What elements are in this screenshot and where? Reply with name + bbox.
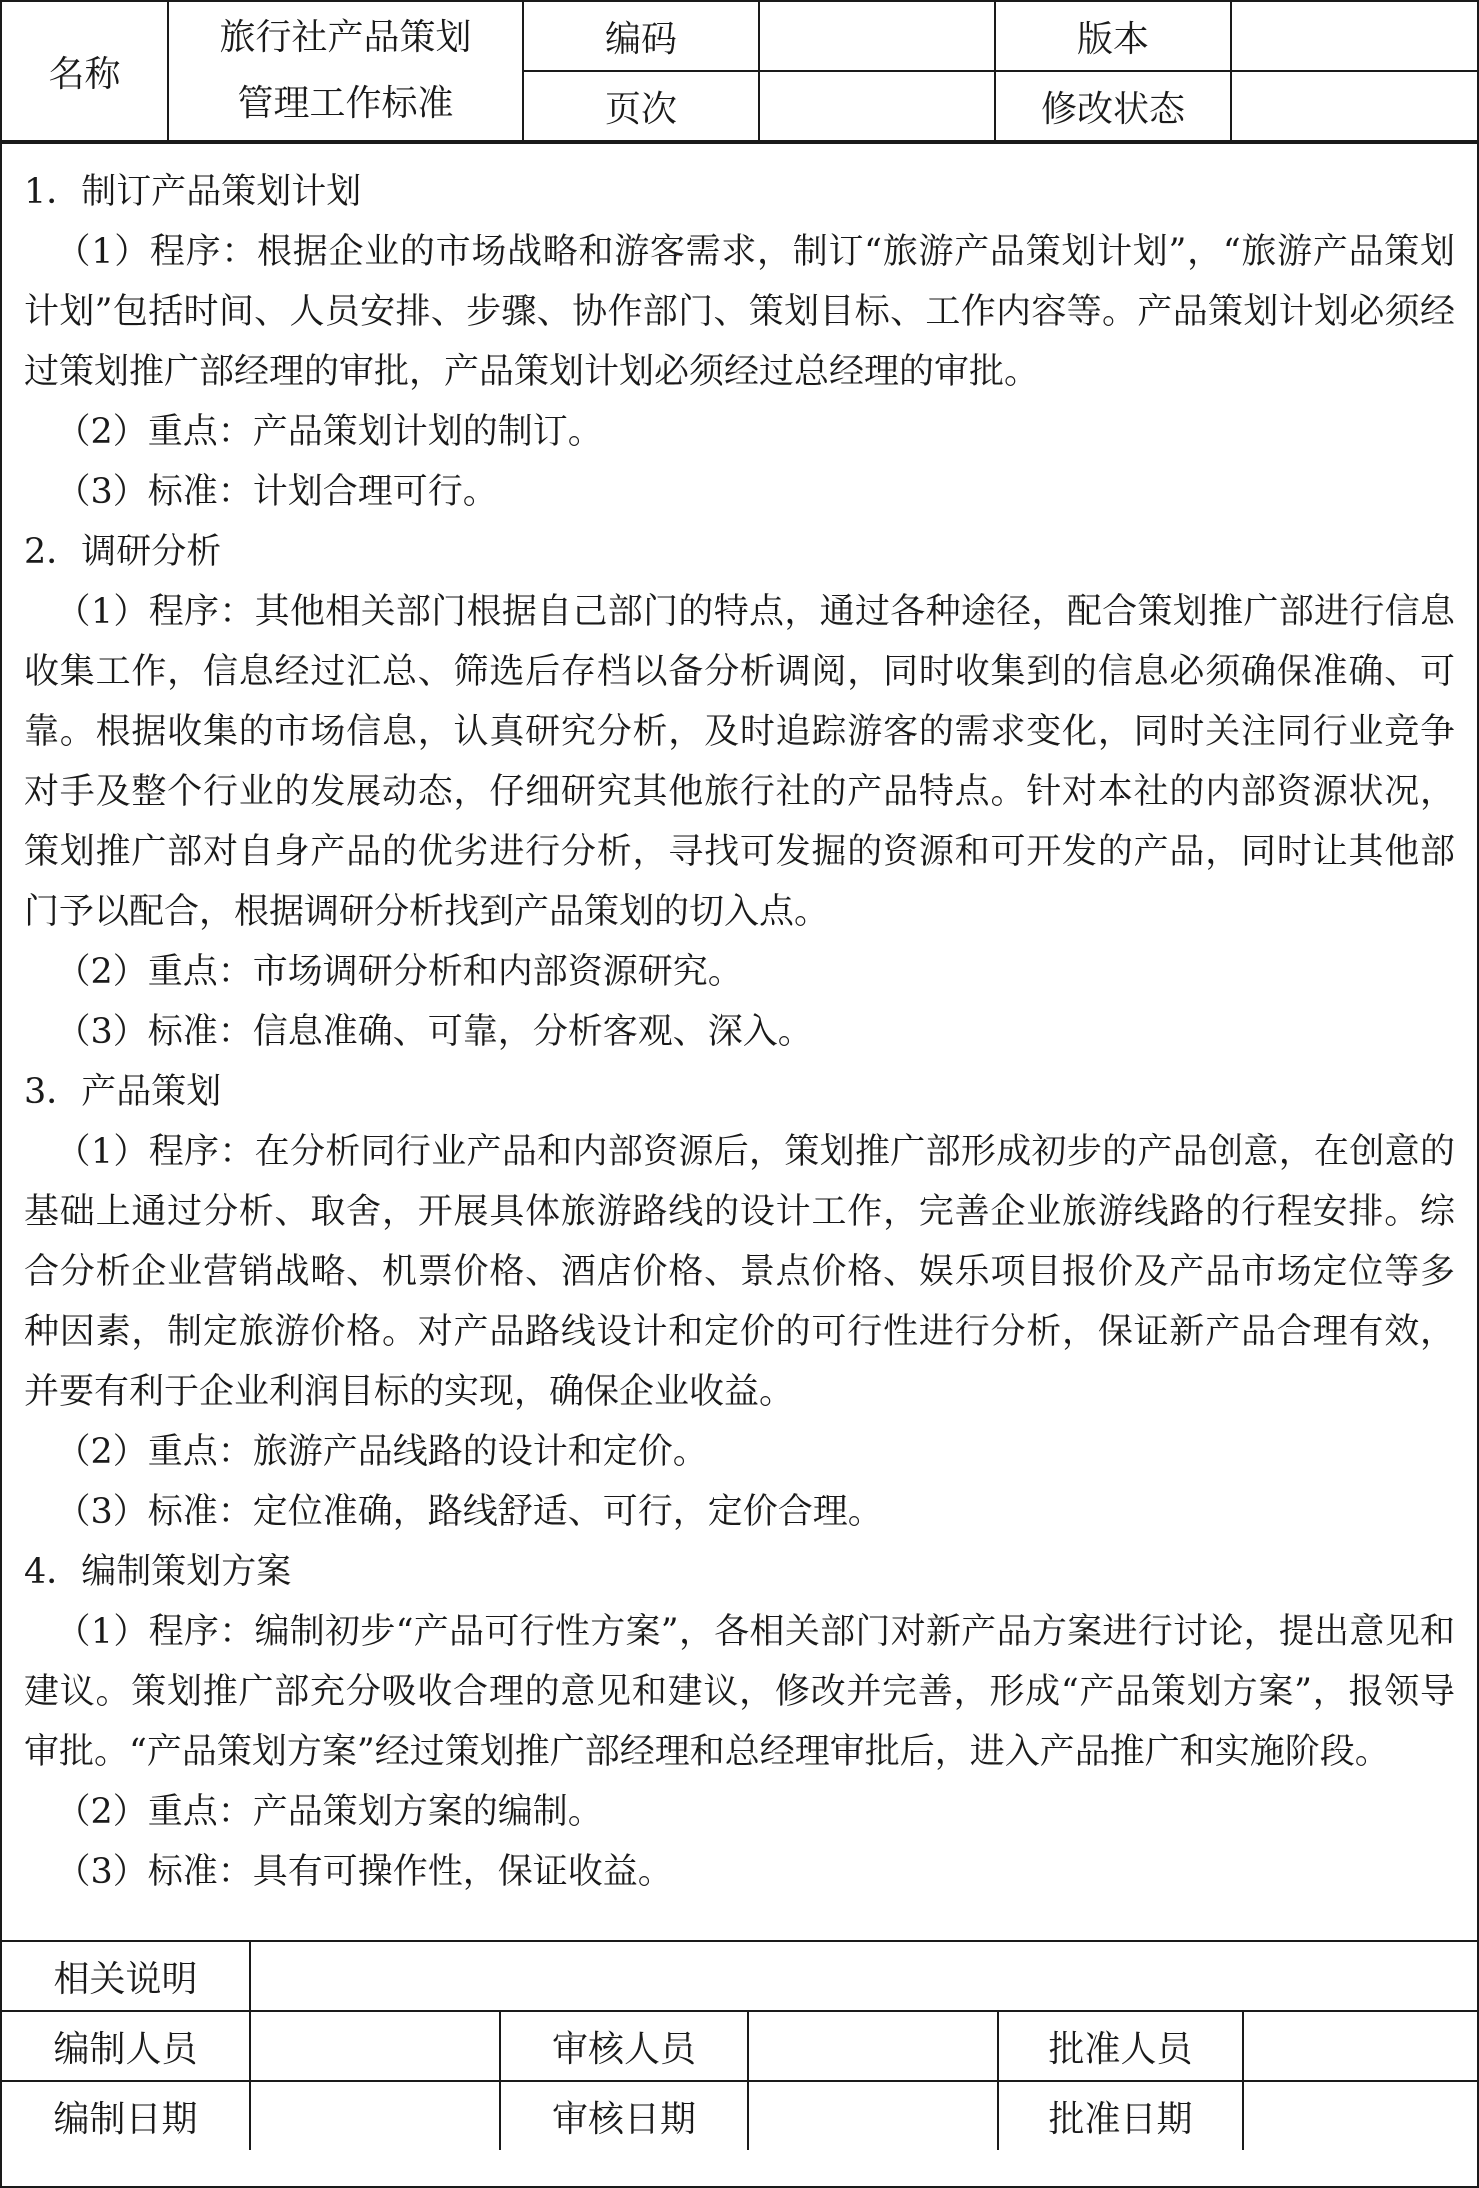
section-item: （2）重点：旅游产品线路的设计和定价。 xyxy=(55,1432,708,1472)
section-item: （3）标准：具有可操作性，保证收益。 xyxy=(55,1852,673,1892)
reviewer-label: 审核人员 xyxy=(500,2011,748,2081)
code-label: 编码 xyxy=(523,2,759,71)
header-table xyxy=(2,2,1477,142)
section-title: 3．产品策划 xyxy=(24,1072,222,1112)
version-label: 版本 xyxy=(995,2,1231,71)
approve-date-value xyxy=(1243,2081,1477,2150)
section-item: （2）重点：产品策划方案的编制。 xyxy=(55,1792,603,1832)
revision-value xyxy=(1231,71,1477,141)
footer-table xyxy=(2,1942,1477,2150)
content-body xyxy=(2,142,1477,1942)
page-value xyxy=(759,71,995,141)
section-title: 4．编制策划方案 xyxy=(24,1552,292,1592)
approver-label: 批准人员 xyxy=(998,2011,1243,2081)
notes-label: 相关说明 xyxy=(2,1942,250,2011)
version-value xyxy=(1231,2,1477,71)
section-item: （3）标准：计划合理可行。 xyxy=(55,472,498,512)
section-item: （3）标准：定位准确，路线舒适、可行，定价合理。 xyxy=(55,1492,883,1532)
section-item: （3）标准：信息准确、可靠，分析客观、深入。 xyxy=(55,1012,813,1052)
code-value xyxy=(759,2,995,71)
page-label: 页次 xyxy=(523,71,759,141)
review-date-value xyxy=(748,2081,998,2150)
prep-date-label: 编制日期 xyxy=(2,2081,250,2150)
section-title: 2．调研分析 xyxy=(24,532,222,572)
section-title: 1．制订产品策划计划 xyxy=(24,172,362,212)
document-title-line2: 管理工作标准 xyxy=(237,83,454,124)
approver-value xyxy=(1243,2011,1477,2081)
section-item: （2）重点：产品策划计划的制订。 xyxy=(55,412,603,452)
reviewer-value xyxy=(748,2011,998,2081)
review-date-label: 审核日期 xyxy=(500,2081,748,2150)
section-item: （1）程序：编制初步“产品可行性方案”，各相关部门对新产品方案进行讨论，提出意见和建议。策划推广部充分吸收合理的意见和建议，修改并完善，形成“产品策划方案”，报领导审批。“产品策划方案”经过策划推广部经理和总经理审批后，进入产品推广和实施阶段。 xyxy=(24,1612,1455,1772)
notes-value xyxy=(250,1942,1477,2011)
approve-date-label: 批准日期 xyxy=(998,2081,1243,2150)
name-label: 名称 xyxy=(2,2,168,141)
section-item: （1）程序：在分析同行业产品和内部资源后，策划推广部形成初步的产品创意，在创意的基础上通过分析、取舍，开展具体旅游路线的设计工作，完善企业旅游线路的行程安排。综合分析企业营销战略、机票价格、酒店价格、景点价格、娱乐项目报价及产品市场定位等多种因素，制定旅游价格。对产品路线设计和定价的可行性进行分析，保证新产品合理有效，并要有利于企业利润目标的实现，确保企业收益。 xyxy=(24,1132,1455,1412)
document-title xyxy=(168,2,523,141)
section-item: （2）重点：市场调研分析和内部资源研究。 xyxy=(55,952,743,992)
document-title-line1: 旅行社产品策划 xyxy=(219,17,472,58)
revision-label: 修改状态 xyxy=(995,71,1231,141)
prep-date-value xyxy=(250,2081,500,2150)
preparer-value xyxy=(250,2011,500,2081)
section-item: （1）程序：根据企业的市场战略和游客需求，制订“旅游产品策划计划”，“旅游产品策划计划”包括时间、人员安排、步骤、协作部门、策划目标、工作内容等。产品策划计划必须经过策划推广部经理的审批，产品策划计划必须经过总经理的审批。 xyxy=(24,232,1455,392)
preparer-label: 编制人员 xyxy=(2,2011,250,2081)
section-item: （1）程序：其他相关部门根据自己部门的特点，通过各种途径，配合策划推广部进行信息收集工作，信息经过汇总、筛选后存档以备分析调阅，同时收集到的信息必须确保准确、可靠。根据收集的市场信息，认真研究分析，及时追踪游客的需求变化，同时关注同行业竞争对手及整个行业的发展动态，仔细研究其他旅行社的产品特点。针对本社的内部资源状况，策划推广部对自身产品的优劣进行分析，寻找可发掘的资源和可开发的产品，同时让其他部门予以配合，根据调研分析找到产品策划的切入点。 xyxy=(24,592,1455,932)
